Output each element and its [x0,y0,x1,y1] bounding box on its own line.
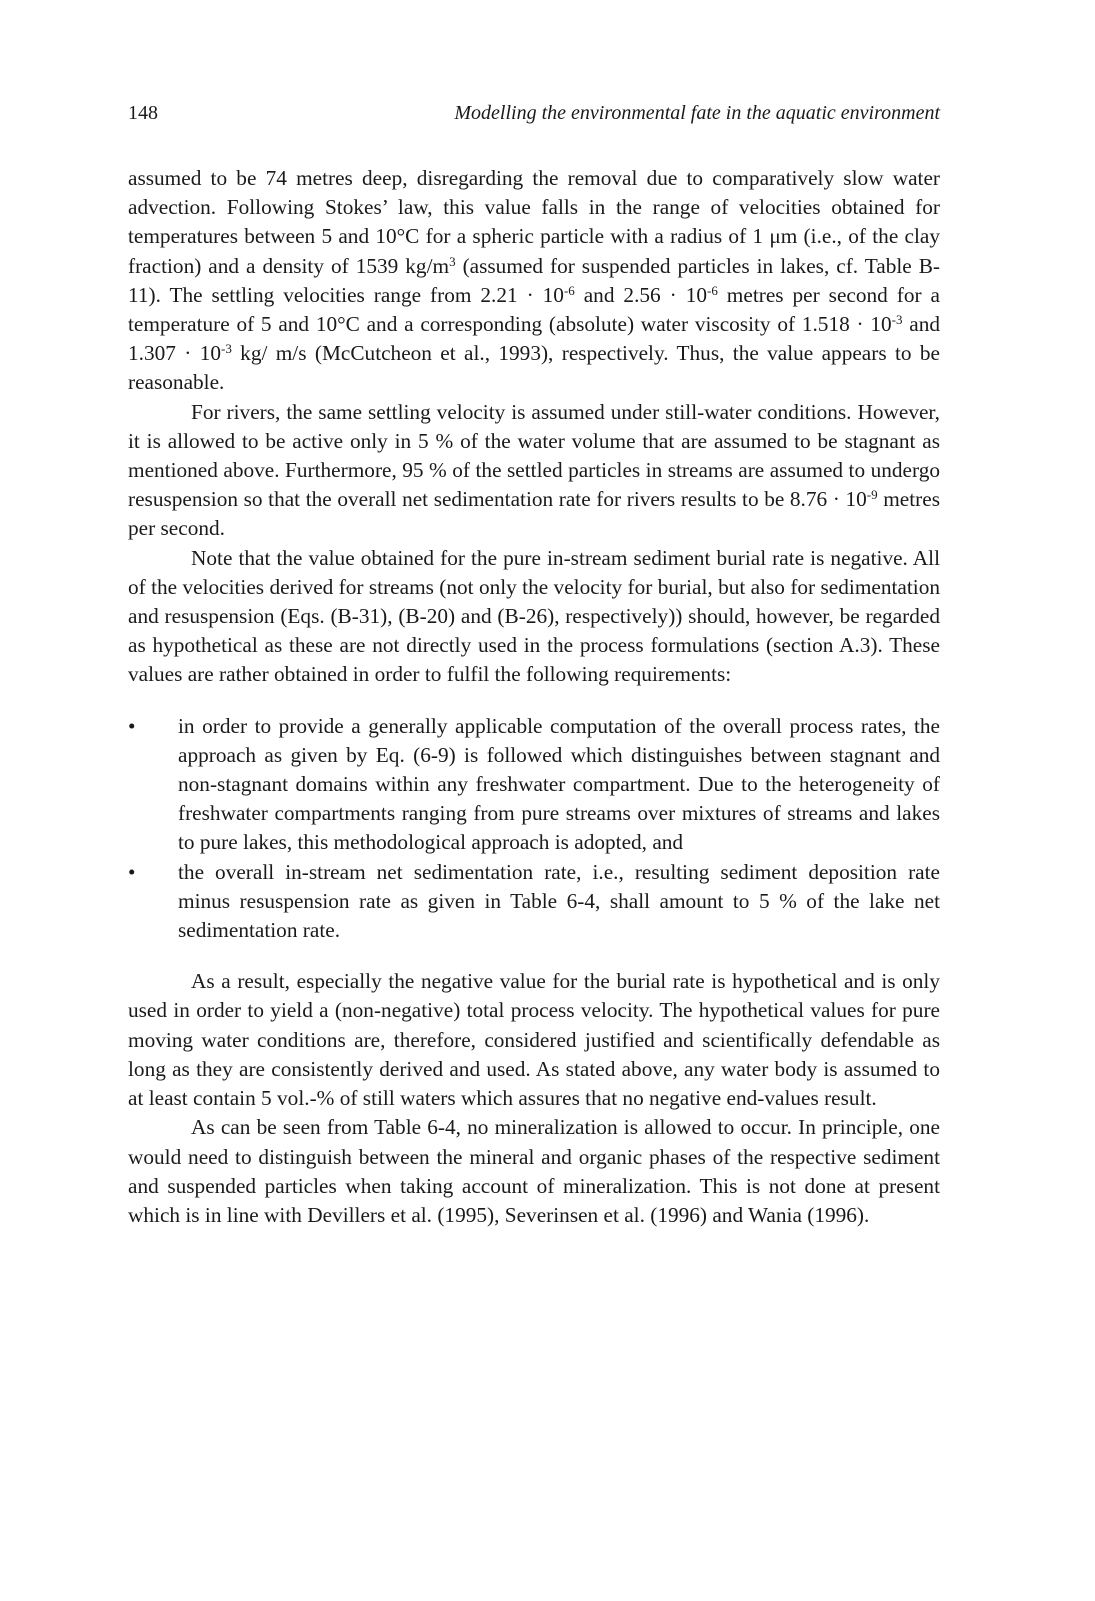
superscript: -6 [707,282,718,298]
superscript: -3 [221,341,232,357]
list-item [128,712,940,858]
superscript: -6 [563,282,575,298]
paragraph-1-text-b: (assumed for suspended particles in lakes, cf. Table B-11). The settling velocities range from 2.21 · 10 [128,253,941,307]
paragraph-2-text-b: metres per second. [128,487,940,541]
bullet-icon: • [128,859,136,884]
superscript: 3 [449,253,456,269]
body-text [128,164,940,1230]
superscript: -9 [866,487,878,503]
paragraph-1-text-c: and 2.56 · 10 [574,282,707,307]
paragraph-2 [128,398,940,544]
paragraph-1-text-a: assumed to be 74 metres deep, disregarding the removal due to comparatively slow water advection. Following Stokes’ law, this value falls in the range of velocities obtained for temperatures between 5 and 10°C for a spheric particle with a radius of 1 μm (i.e., of the clay fraction) and a density of 1539 kg/m [128,166,940,278]
paragraph-3: Note that the value obtained for the pure in-stream sediment burial rate is negative. All of the velocities derived for streams (not only the velocity for burial, but also for sedimentation and resuspension (Eqs. (B-31), (B-20) and (B-26), respectively)) should, however, be regarded as hypothetical as these are not directly used in the process formulations (section A.3). These values are rather obtained in order to fulfil the following requirements: [128,545,940,687]
paragraph-5: As can be seen from Table 6-4, no mineralization is allowed to occur. In principle, one would need to distinguish between the mineral and organic phases of the respective sediment and suspended particles when taking account of mineralization. This is not done at present which is in line with Devillers et al. (1995), Severinsen et al. (1996) and Wania (1996). [128,1115,940,1227]
requirements-list [128,712,940,946]
paragraph-1-text-f: kg/ m/s (McCutcheon et al., 1993), respectively. Thus, the value appears to be reasonable. [128,341,940,395]
page-header [128,102,940,136]
paragraph-2-text-a: For rivers, the same settling velocity is assumed under still-water conditions. However, it is allowed to be active only in 5 % of the water volume that are assumed to be stagnant as mentioned above. Furthermore, 95 % of the settled particles in streams are assumed to undergo resuspension so that the overall net sedimentation rate for rivers results to be 8.76 · 10 [128,399,940,512]
list-item-text: the overall in-stream net sedimentation rate, i.e., resulting sediment deposition rate minus resuspension rate as given in Table 6-4, shall amount to 5 % of the lake net sedimentation rate. [178,859,940,943]
page-number: 148 [128,102,158,124]
superscript: -3 [891,312,903,328]
bullet-icon: • [128,713,136,738]
paragraph-4: As a result, especially the negative value for the burial rate is hypothetical and is only used in order to yield a (non-negative) total process velocity. The hypothetical values for pure moving water conditions are, therefore, considered justified and scientifically defendable as long as they are consistently derived and used. As stated above, any water body is assumed to at least contain 5 vol.-% of still waters which assures that no negative end-values result. [128,969,940,1111]
paragraph-1 [128,164,940,398]
running-title: Modelling the environmental fate in the aquatic environment [454,102,940,124]
paragraph-1-text-d: metres per second for a temperature of 5 and 10°C and a corresponding (absolute) water viscosity of 1.518 · 10 [128,282,940,337]
list-item-text: in order to provide a generally applicable computation of the overall process rates, the approach as given by Eq. (6-9) is followed which distinguishes between stagnant and non-stagnant domains within any freshwater compartment. Due to the heterogeneity of freshwater compartments ranging from pure streams over mixtures of streams and lakes to pure lakes, this methodological approach is adopted, and [178,713,940,855]
list-item [128,858,940,946]
paragraph-1-text-e: and 1.307 · 10 [128,312,940,366]
